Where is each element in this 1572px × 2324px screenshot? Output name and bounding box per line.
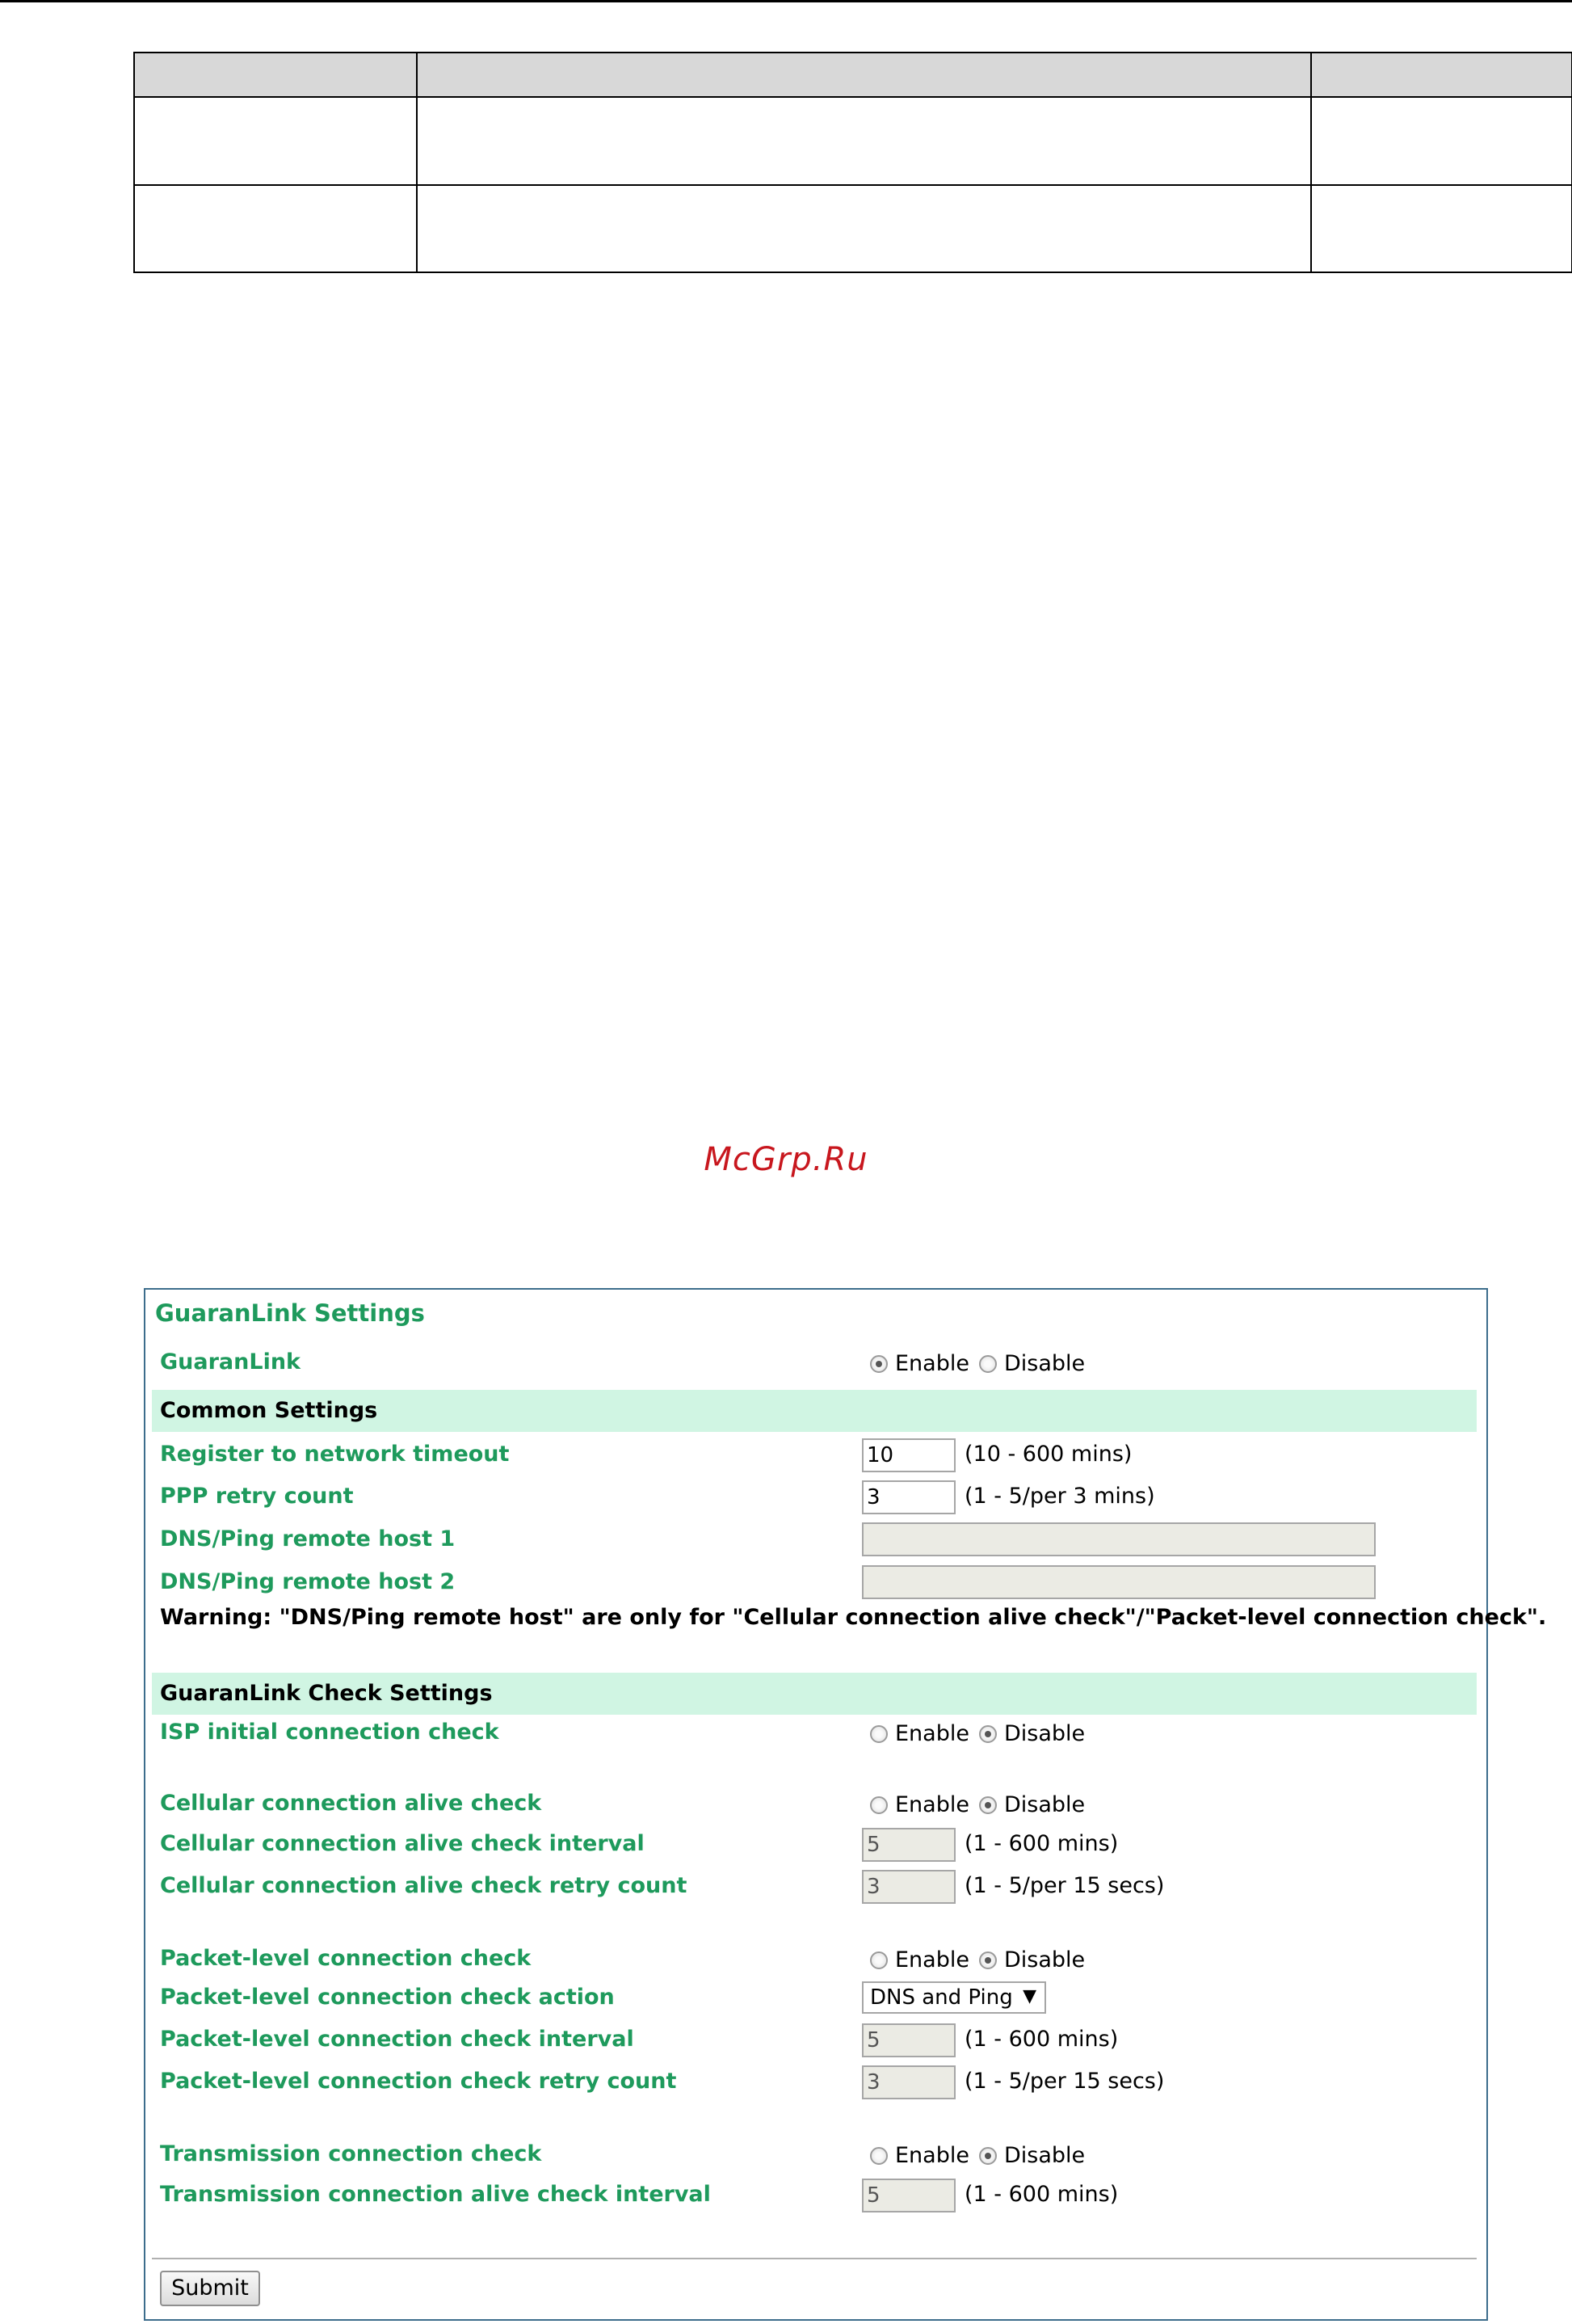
isp-initial-disable-radio[interactable] [979,1725,997,1743]
submit-button[interactable]: Submit [160,2271,260,2306]
remote-host-2-label: DNS/Ping remote host 2 [160,1569,456,1594]
dropdown-arrow-icon: ▼ [1023,1986,1036,2006]
transmission-interval-label: Transmission connection alive check interval [160,2182,711,2207]
register-timeout-hint: (10 - 600 mins) [965,1442,1133,1467]
guaranlink-radio-group [870,1351,1095,1376]
packet-interval-hint: (1 - 600 mins) [965,2027,1119,2052]
form-title: GuaranLink Settings [155,1299,425,1327]
disable-label: Disable [1003,2143,1086,2168]
enable-label: Enable [895,2143,969,2168]
cellular-alive-radio-group [870,1792,1095,1817]
remote-host-warning: Warning: "DNS/Ping remote host" are only for "Cellular connection alive check"/"Packet-level connection check". [160,1605,1547,1630]
packet-level-enable-radio[interactable] [870,1951,888,1969]
transmission-disable-radio[interactable] [979,2147,997,2165]
packet-level-radio-group [870,1947,1095,1972]
transmission-interval-input[interactable]: 5 [862,2179,956,2212]
ppp-retry-hint: (1 - 5/per 3 mins) [965,1484,1155,1509]
isp-initial-enable-radio[interactable] [870,1725,888,1743]
cellular-interval-input[interactable]: 5 [862,1828,956,1862]
cellular-alive-disable-radio[interactable] [979,1796,997,1814]
cellular-interval-hint: (1 - 600 mins) [965,1831,1119,1856]
cellular-retry-label: Cellular connection alive check retry count [160,1873,687,1898]
transmission-radio-group [870,2143,1095,2168]
cellular-alive-enable-radio[interactable] [870,1796,888,1814]
remote-host-1-input[interactable] [862,1522,1376,1556]
disable-label: Disable [1003,1351,1086,1376]
check-settings-band [152,1673,1477,1715]
packet-retry-label: Packet-level connection check retry count [160,2069,677,2094]
cellular-alive-check-label: Cellular connection alive check [160,1791,542,1816]
header-rule [0,0,1572,2]
packet-level-check-label: Packet-level connection check [160,1946,532,1971]
enable-label: Enable [895,1721,969,1746]
packet-retry-input[interactable]: 3 [862,2065,956,2099]
packet-level-disable-radio[interactable] [979,1951,997,1969]
isp-initial-check-label: ISP initial connection check [160,1720,499,1745]
disable-label: Disable [1003,1721,1086,1746]
enable-label: Enable [895,1947,969,1972]
disable-label: Disable [1003,1792,1086,1817]
transmission-enable-radio[interactable] [870,2147,888,2165]
common-settings-band [152,1390,1477,1432]
table-header-row [134,53,1572,97]
packet-retry-hint: (1 - 5/per 15 secs) [965,2069,1165,2094]
ppp-retry-label: PPP retry count [160,1484,354,1509]
check-settings-heading: GuaranLink Check Settings [160,1681,493,1706]
cellular-retry-hint: (1 - 5/per 15 secs) [965,1873,1165,1898]
packet-action-select[interactable] [862,1981,1046,2014]
transmission-check-label: Transmission connection check [160,2141,542,2166]
packet-action-label: Packet-level connection check action [160,1985,615,2010]
table-row [134,97,1572,184]
watermark: McGrp.Ru [704,1141,868,1178]
guaranlink-disable-radio[interactable] [979,1355,997,1373]
register-timeout-label: Register to network timeout [160,1442,510,1467]
guaranlink-enable-radio[interactable] [870,1355,888,1373]
manual-table [133,52,1572,273]
enable-label: Enable [895,1792,969,1817]
remote-host-1-label: DNS/Ping remote host 1 [160,1526,456,1551]
transmission-interval-hint: (1 - 600 mins) [965,2182,1119,2207]
isp-initial-radio-group [870,1721,1095,1746]
packet-interval-label: Packet-level connection check interval [160,2027,634,2052]
form-divider [152,2258,1477,2259]
cellular-interval-label: Cellular connection alive check interval [160,1831,645,1856]
disable-label: Disable [1003,1947,1086,1972]
register-timeout-input[interactable]: 10 [862,1438,956,1472]
packet-interval-input[interactable]: 5 [862,2023,956,2057]
remote-host-2-input[interactable] [862,1565,1376,1599]
table-row [134,185,1572,272]
guaranlink-label: GuaranLink [160,1349,301,1375]
ppp-retry-input[interactable]: 3 [862,1480,956,1514]
packet-action-value: DNS and Ping [870,1985,1013,2010]
cellular-retry-input[interactable]: 3 [862,1870,956,1904]
enable-label: Enable [895,1351,969,1376]
guaranlink-settings-form [144,1288,1547,2321]
common-settings-heading: Common Settings [160,1398,378,1423]
